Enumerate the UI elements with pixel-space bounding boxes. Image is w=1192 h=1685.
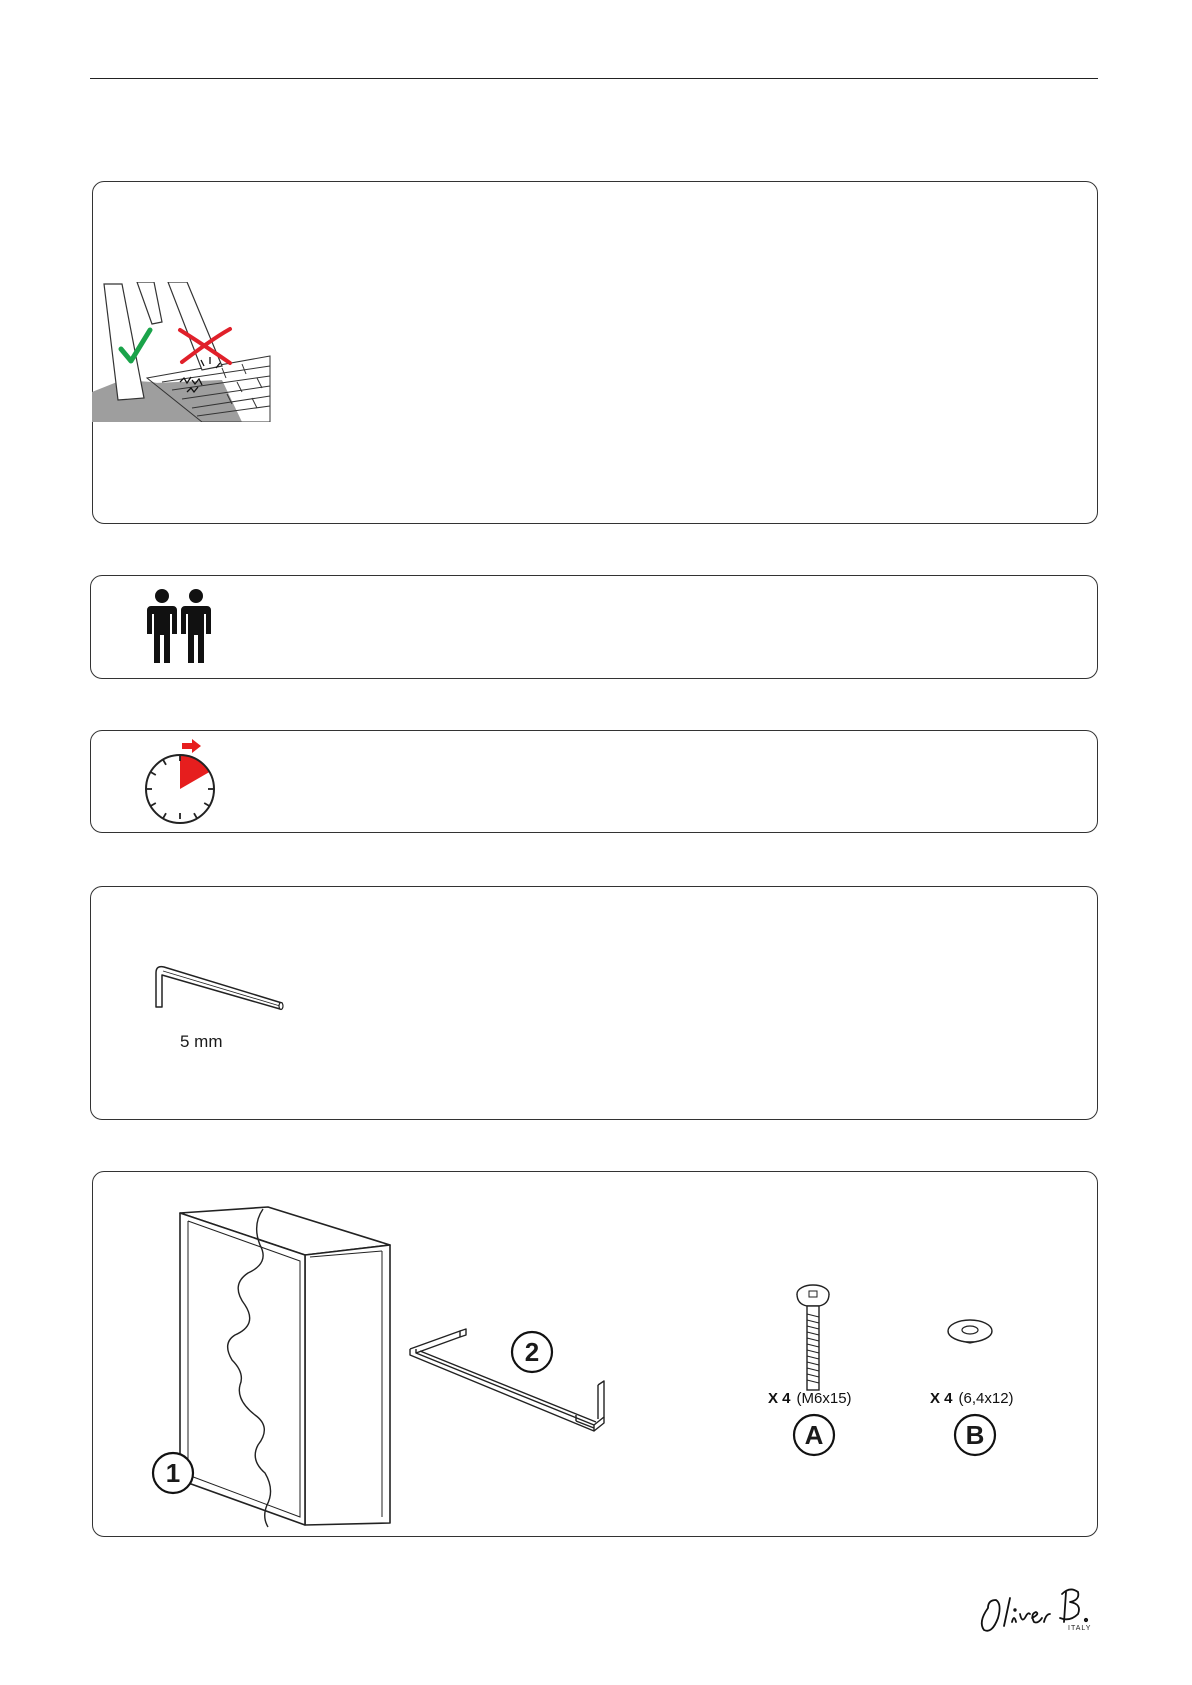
part-2-number: 2 xyxy=(524,1337,540,1367)
washer-icon xyxy=(944,1315,996,1347)
brand-country: ITALY xyxy=(1068,1625,1092,1632)
two-people-panel xyxy=(90,575,1098,679)
cabinet-part-illustration xyxy=(170,1205,400,1530)
assembly-time-panel xyxy=(90,730,1098,833)
two-people-icon xyxy=(144,588,216,663)
frame-part-illustration xyxy=(408,1325,608,1435)
hardware-a-quantity: X 4 xyxy=(768,1390,791,1407)
hardware-a-letter: A xyxy=(804,1420,824,1450)
screw-icon xyxy=(792,1282,834,1396)
hardware-b-quantity-line xyxy=(930,1390,1014,1407)
hardware-b-spec: (6,4x12) xyxy=(958,1390,1014,1407)
header-rule xyxy=(90,78,1098,79)
hardware-a-spec: (M6x15) xyxy=(796,1390,852,1407)
cross-icon xyxy=(176,326,234,366)
allen-key-size-label: 5 mm xyxy=(180,1032,223,1051)
hardware-b-quantity: X 4 xyxy=(930,1390,953,1407)
part-1-number: 1 xyxy=(165,1458,181,1488)
stopwatch-icon xyxy=(142,737,218,825)
check-icon xyxy=(118,327,154,367)
hardware-a-quantity-line xyxy=(768,1390,852,1407)
hardware-b-letter: B xyxy=(965,1420,985,1450)
allen-key-icon xyxy=(146,963,286,1011)
